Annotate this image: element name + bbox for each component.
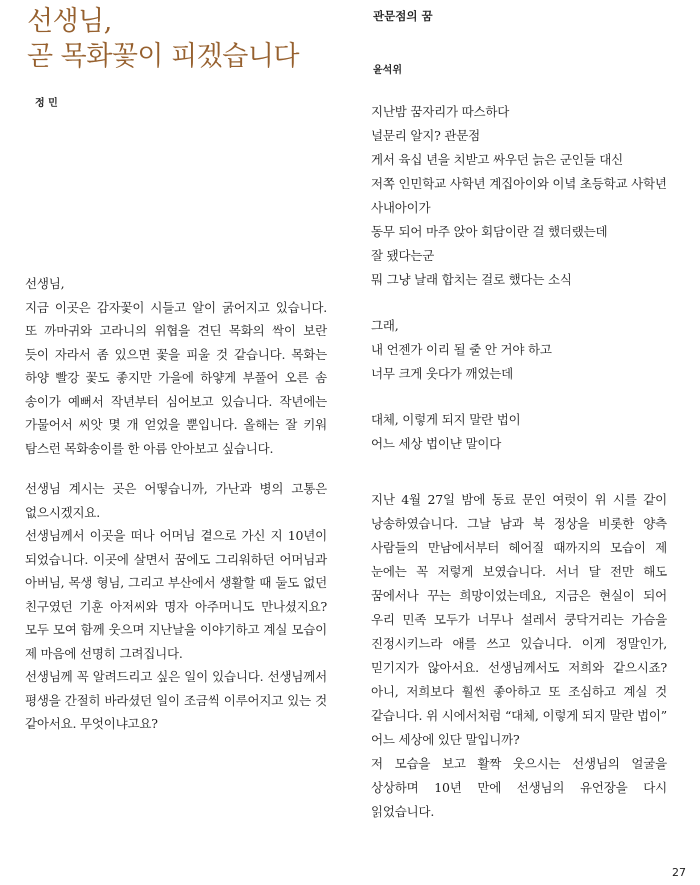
letter-body bbox=[25, 272, 327, 736]
letter-paragraph: 선생님 계시는 곳은 어떻습니까, 가난과 병의 고통은 없으시겠지요. bbox=[25, 481, 327, 520]
poem-line: 저쪽 인민학교 사학년 계집아이와 이녘 초등학교 사학년 사내아이가 bbox=[371, 176, 667, 215]
poem bbox=[371, 100, 671, 478]
poem-line: 지난밤 꿈자리가 따스하다 bbox=[371, 104, 510, 119]
poem-line: 뭐 그냥 날래 합치는 걸로 했다는 소식 bbox=[371, 272, 572, 287]
poem-title: 관문점의 꿈 bbox=[373, 9, 433, 23]
letter-paragraph: 선생님, 지금 이곳은 감자꽃이 시들고 알이 굵어지고 있습니다. 또 까마귀와 고라니의 위협을 견딘 목화의 싹이 보란 듯이 자라서 좀 있으면 꽃을 피울 것 같습니다. 목화는 하양 빨강 꽃도 좋지만 가을에 하얗게 부풀어 오른 솜 송이가 예뻐서 작년부터 심어보고 있습니다. 작년에는 가물어서 씨앗 몇 개 얻었을 뿐입니다. 올해는 잘 키워 탐스런 목화송이를 한 아름 안아보고 싶습니다. bbox=[25, 276, 327, 456]
poem-stanza bbox=[371, 314, 671, 386]
poem-line: 어느 세상 법이냔 말이다 bbox=[371, 436, 502, 451]
poem-line: 게서 육십 년을 치받고 싸우던 늙은 군인들 대신 bbox=[371, 152, 624, 167]
essay-paragraph: 지난 4월 27일 밤에 동료 문인 여럿이 위 시를 같이 낭송하였습니다. 그날 남과 북 정상을 비롯한 양측 사람들의 만남에서부터 헤어질 때까지의 모습이 제 눈에는 꼭 저렇게 보였습니다. 서너 달 전만 해도 꿈에서나 꾸는 희망이었는데요, 지금은 현실이 되어 우리 민족 모두가 너무나 설레서 쿵닥거리는 가슴을 진정시키느라 애를 쓰고 있습니다. 이게 정말인가, 믿기지가 않아서요. 선생님께서도 저희와 같으시죠? 아니, 저희보다 훨씬 좋아하고 또 조심하고 계실 것 같습니다. 위 시에서처럼 “대체, 이렇게 되지 말란 법이” 어느 세상에 있단 말입니까? bbox=[371, 492, 667, 747]
poem-line: 널문리 알지? 관문점 bbox=[371, 128, 481, 143]
poem-stanza bbox=[371, 100, 671, 292]
page-number: 27 bbox=[672, 866, 686, 879]
poem-line: 그래, bbox=[371, 318, 399, 333]
poem-line: 잘 됐다는군 bbox=[371, 248, 435, 263]
letter-paragraph: 선생님께서 이곳을 떠나 어머님 곁으로 가신 지 10년이 되었습니다. 이곳에 살면서 꿈에도 그리워하던 어머님과 아버님, 목생 형님, 그리고 부산에서 생활할 때 둘도 없던 친구였던 기훈 아저씨와 명자 아주머니도 만나셨지요? 모두 모여 함께 웃으며 지난날을 이야기하고 계실 모습이 제 마음에 선명히 그려집니다. bbox=[25, 528, 327, 661]
poem-line: 동무 되어 마주 앉아 회담이란 걸 했더랬는데 bbox=[371, 224, 608, 239]
poem-line: 너무 크게 웃다가 깨었는데 bbox=[371, 366, 513, 381]
article-author: 정 민 bbox=[35, 98, 58, 109]
article-title bbox=[27, 4, 299, 74]
essay-paragraph: 저 모습을 보고 활짝 웃으시는 선생님의 얼굴을 상상하며 10년 만에 선생님의 유언장을 다시 읽었습니다. bbox=[371, 756, 667, 819]
letter-paragraph: 선생님께 꼭 알려드리고 싶은 일이 있습니다. 선생님께서 평생을 간절히 바라셨던 일이 조금씩 이루어지고 있는 것 같아서요. 무엇이냐고요? bbox=[25, 669, 327, 731]
poem-author: 윤석위 bbox=[373, 65, 402, 76]
article-title-line: 곧 목화꽃이 피겠습니다 bbox=[27, 41, 299, 72]
essay-body bbox=[371, 488, 667, 824]
article-title-line: 선생님, bbox=[27, 6, 112, 37]
poem-line: 대체, 이렇게 되지 말란 법이 bbox=[371, 412, 521, 427]
poem-line: 내 언젠가 이리 될 줄 안 거야 하고 bbox=[371, 342, 552, 357]
poem-stanza bbox=[371, 408, 671, 456]
